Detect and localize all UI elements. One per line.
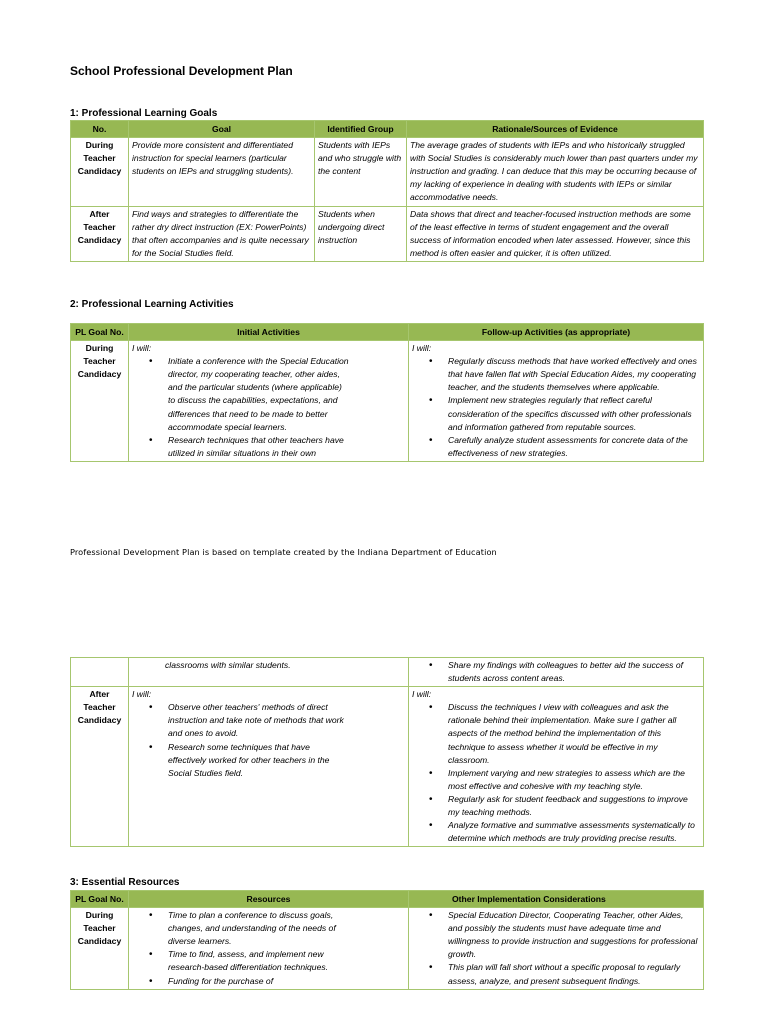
followup-activities-list [412,659,700,685]
list-item: • Special Education Director, Cooperating Teacher, other Aides, and possibly the students must have adequate time and willingness to provide instruction and suggestions for professional growth. [448,909,700,961]
goal-number: After Teacher Candidacy [71,206,129,261]
followup-activities-cell [409,687,704,847]
initial-activities-list [132,355,405,460]
initial-activities-cell [129,341,409,462]
table-row [71,341,704,462]
followup-activities-cell [409,658,704,687]
list-item: • Carefully analyze student assessments for concrete data of the effectiveness of new strategies. [448,434,700,460]
header-followup-activities: Follow-up Activities (as appropriate) [409,324,704,341]
considerations-list [412,909,700,988]
header-goal: Goal [129,121,315,138]
header-initial-activities: Initial Activities [129,324,409,341]
table-row [71,658,704,687]
followup-activities-list [412,701,700,845]
goal-text: Provide more consistent and differentiated instruction for special learners (particular students on IEPs and struggling students). [129,138,315,206]
header-identified-group: Identified Group [315,121,407,138]
table-row [71,206,704,261]
header-no: No. [71,121,129,138]
initial-activities-list [132,701,405,780]
resources-list [132,909,405,988]
rationale-text: The average grades of students with IEPs and who historically struggled with Social Studies is considerably much lower than past quarters under my instruction and grading. I can deduce that this may be occurring because of my lacking of experience in dealing with students with IEPs or similar accommodative needs. [407,138,704,206]
header-rationale: Rationale/Sources of Evidence [407,121,704,138]
list-item: • Research techniques that other teachers have utilized in similar situations in their own [168,434,349,460]
table-header-row [71,121,704,138]
learning-goals-table [70,120,704,262]
header-other-considerations: Other Implementation Considerations [409,891,704,908]
goal-number-empty [71,658,129,687]
identified-group: Students with IEPs and who struggle with the content [315,138,407,206]
followup-activities-list [412,355,700,460]
list-item: • Time to find, assess, and implement new research-based differentiation techniques. [168,948,349,974]
goal-number: During Teacher Candidacy [71,138,129,206]
list-item: • Time to plan a conference to discuss goals, changes, and understanding of the needs of diverse learners. [168,909,349,948]
goal-text: Find ways and strategies to differentiate the rather dry direct instruction (EX: PowerPoints) that often accompanies and is quite necessary for the Social Studies field. [129,206,315,261]
list-item: • Implement new strategies regularly that reflect careful consideration of the specifics discussed with other professionals and information gathered from reputable sources. [448,394,700,433]
header-pl-goal-no: PL Goal No. [71,891,129,908]
resources-cell [129,908,409,990]
document-title: School Professional Development Plan [70,64,293,78]
template-attribution-note: Professional Development Plan is based on template created by the Indiana Department of Education [70,547,497,557]
i-will-label: I will: [412,343,432,354]
list-item: • Analyze formative and summative assessments systematically to determine which methods are truly providing precise results. [448,819,700,845]
table-row [71,687,704,847]
goal-number: During Teacher Candidacy [71,908,129,990]
header-pl-goal-no: PL Goal No. [71,324,129,341]
list-item: • Implement varying and new strategies to assess which are the most effective and cohesive with my teaching style. [448,767,700,793]
identified-group: Students when undergoing direct instruction [315,206,407,261]
list-item: • Regularly discuss methods that have worked effectively and ones that have fallen flat with Special Education Aides, my cooperating teacher, and the students themselves where applicable. [448,355,700,394]
rationale-text: Data shows that direct and teacher-focused instruction methods are some of the least effective in terms of student engagement and the overall success of information encoded when later assessed. However, since this method is often easier and quicker, it is often utilized. [407,206,704,261]
goal-number: During Teacher Candidacy [71,341,129,462]
list-item: • Observe other teachers' methods of direct instruction and take note of methods that work and ones to avoid. [168,701,349,740]
header-resources: Resources [129,891,409,908]
considerations-cell [409,908,704,990]
learning-activities-table-continued [70,657,704,847]
i-will-label: I will: [132,343,152,354]
followup-activities-cell [409,341,704,462]
table-header-row [71,324,704,341]
table-row [71,138,704,206]
table-header-row [71,891,704,908]
learning-activities-table [70,323,704,462]
essential-resources-table [70,890,704,990]
initial-activities-cell [129,658,409,687]
list-item: • Discuss the techniques I view with colleagues and ask the rationale behind their implementation. Make sure I gather all aspects of the method behind the implementation of this technique to assess whether it would be effective in my classroom. [448,701,700,766]
goal-number: After Teacher Candidacy [71,687,129,847]
list-item-continued: classrooms with similar students. [165,660,291,670]
list-item: • Initiate a conference with the Special Education director, my cooperating teacher, other aides, and the particular students (where applicable) to discuss the capabilities, expectations, and differences that need to be made to better accommodate special learners. [168,355,349,434]
list-item: • This plan will fall short without a specific proposal to regularly assess, analyze, and present subsequent findings. [448,961,700,987]
section-1-heading: 1: Professional Learning Goals [70,108,218,119]
i-will-label: I will: [132,689,152,700]
table-row [71,908,704,990]
list-item: • Funding for the purchase of [168,975,349,988]
i-will-label: I will: [412,689,432,700]
section-2-heading: 2: Professional Learning Activities [70,299,234,310]
list-item: • Regularly ask for student feedback and suggestions to improve my teaching methods. [448,793,700,819]
list-item: • Research some techniques that have effectively worked for other teachers in the Social Studies field. [168,741,349,780]
initial-activities-cell [129,687,409,847]
section-3-heading: 3: Essential Resources [70,877,180,888]
list-item: • Share my findings with colleagues to better aid the success of students across content areas. [448,659,700,685]
